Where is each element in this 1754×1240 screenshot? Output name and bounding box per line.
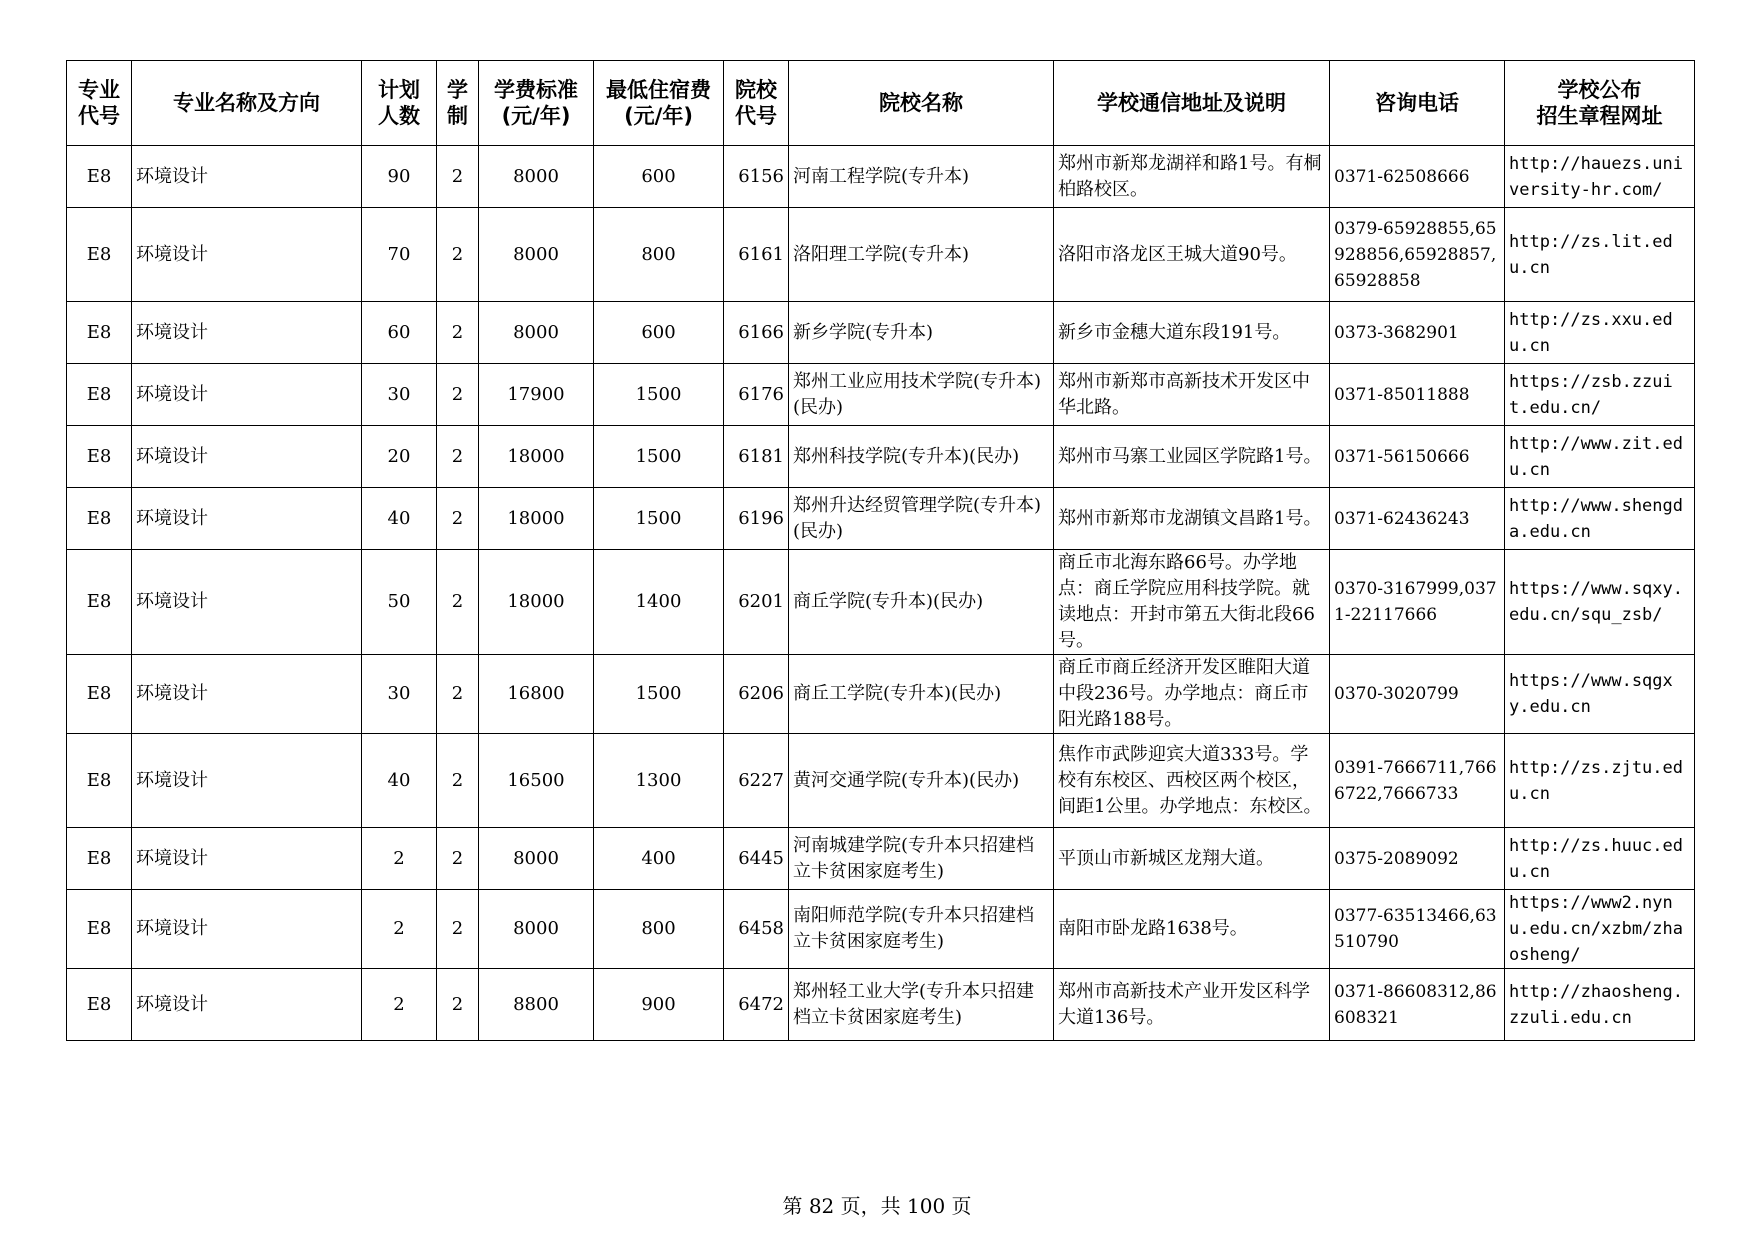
cell-tuition: 8000 (479, 828, 594, 890)
header-code: 专业 代号 (67, 61, 132, 146)
cell-address: 南阳市卧龙路1638号。 (1054, 890, 1330, 969)
cell-dorm-fee: 1500 (594, 364, 724, 426)
header-years: 学 制 (437, 61, 479, 146)
cell-school-code: 6206 (724, 655, 789, 734)
cell-url[interactable]: http://www.zit.edu.cn (1505, 426, 1695, 488)
cell-major-name: 环境设计 (132, 828, 362, 890)
header-school-name: 院校名称 (789, 61, 1054, 146)
cell-address: 洛阳市洛龙区王城大道90号。 (1054, 208, 1330, 302)
cell-school-code: 6445 (724, 828, 789, 890)
cell-major-name: 环境设计 (132, 364, 362, 426)
table-row (67, 426, 1695, 488)
cell-school-code: 6166 (724, 302, 789, 364)
cell-school-code: 6196 (724, 488, 789, 550)
header-plan: 计划 人数 (362, 61, 437, 146)
cell-major-name: 环境设计 (132, 734, 362, 828)
table-row (67, 890, 1695, 969)
cell-tuition: 18000 (479, 488, 594, 550)
cell-years: 2 (437, 655, 479, 734)
cell-url[interactable]: https://www2.nynu.edu.cn/xzbm/zhaosheng/ (1505, 890, 1695, 969)
cell-major-name: 环境设计 (132, 488, 362, 550)
cell-dorm-fee: 600 (594, 146, 724, 208)
cell-tuition: 8000 (479, 890, 594, 969)
cell-tuition: 8000 (479, 302, 594, 364)
cell-url[interactable]: http://hauezs.university-hr.com/ (1505, 146, 1695, 208)
header-school-code: 院校 代号 (724, 61, 789, 146)
table-row (67, 364, 1695, 426)
admissions-table (66, 60, 1695, 1041)
cell-phone: 0391-7666711,7666722,7666733 (1330, 734, 1505, 828)
cell-phone: 0371-56150666 (1330, 426, 1505, 488)
cell-school-name: 郑州轻工业大学(专升本只招建档立卡贫困家庭考生) (789, 969, 1054, 1041)
cell-school-code: 6181 (724, 426, 789, 488)
cell-url[interactable]: https://www.sqgxy.edu.cn (1505, 655, 1695, 734)
table-row (67, 550, 1695, 655)
cell-dorm-fee: 800 (594, 208, 724, 302)
cell-major-code: E8 (67, 302, 132, 364)
cell-plan-count: 30 (362, 655, 437, 734)
cell-school-name: 南阳师范学院(专升本只招建档立卡贫困家庭考生) (789, 890, 1054, 969)
cell-tuition: 18000 (479, 426, 594, 488)
cell-school-name: 新乡学院(专升本) (789, 302, 1054, 364)
cell-major-code: E8 (67, 364, 132, 426)
cell-dorm-fee: 1300 (594, 734, 724, 828)
cell-major-code: E8 (67, 969, 132, 1041)
table-row (67, 828, 1695, 890)
cell-school-name: 商丘工学院(专升本)(民办) (789, 655, 1054, 734)
cell-years: 2 (437, 364, 479, 426)
cell-phone: 0377-63513466,63510790 (1330, 890, 1505, 969)
cell-address: 郑州市高新技术产业开发区科学大道136号。 (1054, 969, 1330, 1041)
header-phone: 咨询电话 (1330, 61, 1505, 146)
cell-years: 2 (437, 828, 479, 890)
cell-address: 商丘市北海东路66号。办学地点：商丘学院应用科技学院。就读地点：开封市第五大街北段66号。 (1054, 550, 1330, 655)
cell-address: 焦作市武陟迎宾大道333号。学校有东校区、西校区两个校区，间距1公里。办学地点：东校区。 (1054, 734, 1330, 828)
cell-school-code: 6227 (724, 734, 789, 828)
cell-school-name: 商丘学院(专升本)(民办) (789, 550, 1054, 655)
cell-school-code: 6161 (724, 208, 789, 302)
table-row (67, 488, 1695, 550)
cell-plan-count: 90 (362, 146, 437, 208)
cell-dorm-fee: 800 (594, 890, 724, 969)
cell-major-code: E8 (67, 890, 132, 969)
cell-major-code: E8 (67, 426, 132, 488)
cell-years: 2 (437, 969, 479, 1041)
cell-url[interactable]: http://zhaosheng.zzuli.edu.cn (1505, 969, 1695, 1041)
table-row (67, 146, 1695, 208)
cell-phone: 0370-3167999,0371-22117666 (1330, 550, 1505, 655)
cell-school-name: 河南工程学院(专升本) (789, 146, 1054, 208)
cell-years: 2 (437, 890, 479, 969)
cell-major-code: E8 (67, 655, 132, 734)
cell-address: 郑州市新郑龙湖祥和路1号。有桐柏路校区。 (1054, 146, 1330, 208)
cell-years: 2 (437, 302, 479, 364)
cell-plan-count: 40 (362, 734, 437, 828)
cell-plan-count: 60 (362, 302, 437, 364)
cell-plan-count: 50 (362, 550, 437, 655)
cell-years: 2 (437, 734, 479, 828)
table-row (67, 655, 1695, 734)
cell-address: 平顶山市新城区龙翔大道。 (1054, 828, 1330, 890)
header-row (67, 61, 1695, 146)
cell-plan-count: 30 (362, 364, 437, 426)
cell-phone: 0371-62508666 (1330, 146, 1505, 208)
cell-phone: 0371-85011888 (1330, 364, 1505, 426)
cell-url[interactable]: https://www.sqxy.edu.cn/squ_zsb/ (1505, 550, 1695, 655)
cell-major-name: 环境设计 (132, 655, 362, 734)
cell-major-code: E8 (67, 208, 132, 302)
cell-major-name: 环境设计 (132, 208, 362, 302)
cell-school-code: 6176 (724, 364, 789, 426)
cell-years: 2 (437, 426, 479, 488)
cell-plan-count: 20 (362, 426, 437, 488)
cell-tuition: 16800 (479, 655, 594, 734)
header-url: 学校公布 招生章程网址 (1505, 61, 1695, 146)
cell-years: 2 (437, 488, 479, 550)
header-tuition: 学费标准 (元/年) (479, 61, 594, 146)
cell-dorm-fee: 1500 (594, 426, 724, 488)
cell-school-code: 6472 (724, 969, 789, 1041)
cell-major-name: 环境设计 (132, 426, 362, 488)
cell-plan-count: 40 (362, 488, 437, 550)
header-address: 学校通信地址及说明 (1054, 61, 1330, 146)
cell-school-name: 郑州升达经贸管理学院(专升本)(民办) (789, 488, 1054, 550)
cell-major-name: 环境设计 (132, 890, 362, 969)
cell-tuition: 8800 (479, 969, 594, 1041)
cell-dorm-fee: 900 (594, 969, 724, 1041)
table-row (67, 734, 1695, 828)
cell-major-code: E8 (67, 550, 132, 655)
cell-major-name: 环境设计 (132, 302, 362, 364)
cell-phone: 0379-65928855,65928856,65928857,65928858 (1330, 208, 1505, 302)
cell-years: 2 (437, 146, 479, 208)
cell-url[interactable]: http://zs.xxu.edu.cn (1505, 302, 1695, 364)
cell-dorm-fee: 1500 (594, 655, 724, 734)
cell-years: 2 (437, 208, 479, 302)
cell-phone: 0371-86608312,86608321 (1330, 969, 1505, 1041)
cell-major-name: 环境设计 (132, 146, 362, 208)
cell-address: 新乡市金穗大道东段191号。 (1054, 302, 1330, 364)
cell-url[interactable]: https://zsb.zzuit.edu.cn/ (1505, 364, 1695, 426)
cell-phone: 0375-2089092 (1330, 828, 1505, 890)
cell-tuition: 8000 (479, 146, 594, 208)
cell-plan-count: 70 (362, 208, 437, 302)
cell-tuition: 18000 (479, 550, 594, 655)
cell-phone: 0370-3020799 (1330, 655, 1505, 734)
cell-dorm-fee: 600 (594, 302, 724, 364)
cell-school-code: 6156 (724, 146, 789, 208)
cell-major-name: 环境设计 (132, 550, 362, 655)
cell-address: 郑州市马寨工业园区学院路1号。 (1054, 426, 1330, 488)
cell-url[interactable]: http://zs.zjtu.edu.cn (1505, 734, 1695, 828)
cell-major-code: E8 (67, 734, 132, 828)
cell-url[interactable]: http://zs.lit.edu.cn (1505, 208, 1695, 302)
table-row (67, 208, 1695, 302)
header-major: 专业名称及方向 (132, 61, 362, 146)
table-body (67, 146, 1695, 1041)
cell-school-code: 6201 (724, 550, 789, 655)
header-dorm: 最低住宿费 (元/年) (594, 61, 724, 146)
cell-school-name: 郑州工业应用技术学院(专升本)(民办) (789, 364, 1054, 426)
cell-major-name: 环境设计 (132, 969, 362, 1041)
cell-tuition: 16500 (479, 734, 594, 828)
table-row (67, 969, 1695, 1041)
cell-dorm-fee: 1400 (594, 550, 724, 655)
page-number: 第 82 页，共 100 页 (782, 1194, 972, 1218)
cell-phone: 0373-3682901 (1330, 302, 1505, 364)
cell-major-code: E8 (67, 828, 132, 890)
cell-major-code: E8 (67, 146, 132, 208)
cell-tuition: 17900 (479, 364, 594, 426)
cell-dorm-fee: 1500 (594, 488, 724, 550)
cell-plan-count: 2 (362, 890, 437, 969)
cell-tuition: 8000 (479, 208, 594, 302)
cell-dorm-fee: 400 (594, 828, 724, 890)
cell-years: 2 (437, 550, 479, 655)
table-row (67, 302, 1695, 364)
cell-school-name: 洛阳理工学院(专升本) (789, 208, 1054, 302)
cell-url[interactable]: http://www.shengda.edu.cn (1505, 488, 1695, 550)
cell-school-name: 黄河交通学院(专升本)(民办) (789, 734, 1054, 828)
cell-plan-count: 2 (362, 828, 437, 890)
cell-phone: 0371-62436243 (1330, 488, 1505, 550)
cell-major-code: E8 (67, 488, 132, 550)
cell-school-name: 郑州科技学院(专升本)(民办) (789, 426, 1054, 488)
cell-school-name: 河南城建学院(专升本只招建档立卡贫困家庭考生) (789, 828, 1054, 890)
cell-plan-count: 2 (362, 969, 437, 1041)
cell-address: 商丘市商丘经济开发区睢阳大道中段236号。办学地点：商丘市阳光路188号。 (1054, 655, 1330, 734)
cell-school-code: 6458 (724, 890, 789, 969)
cell-url[interactable]: http://zs.huuc.edu.cn (1505, 828, 1695, 890)
cell-address: 郑州市新郑市龙湖镇文昌路1号。 (1054, 488, 1330, 550)
cell-address: 郑州市新郑市高新技术开发区中华北路。 (1054, 364, 1330, 426)
